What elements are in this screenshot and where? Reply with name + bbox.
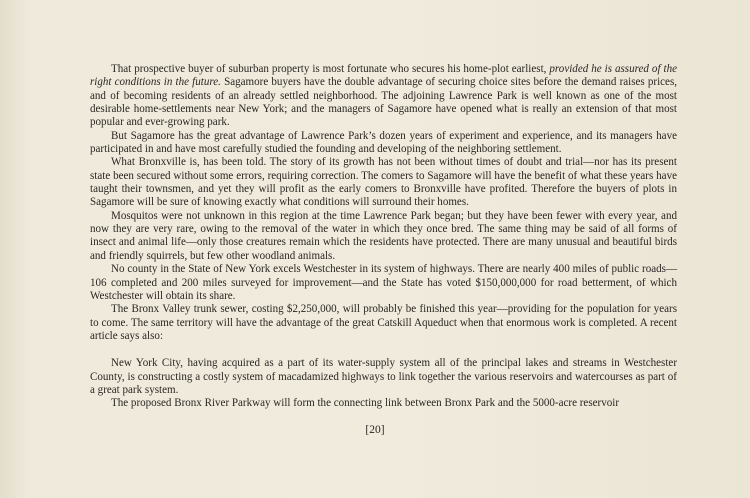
page-number: [20]	[365, 424, 385, 436]
paragraph-1: That prospective buyer of suburban property is most fortunate who secures his home-plot earliest, provided he is assured of the right conditions in the future. Sagamore buyers have the double advantage of securing choice sites before the demand raises prices, and of becoming residents of an already settled neighborhood. The adjoining Lawrence Park is well known as one of the most desirable home-settlements near New York; and the managers of Sagamore have opened what is really an extension of that most popular and ever-growing park.	[90, 63, 678, 129]
body-text	[90, 63, 677, 411]
paragraph-4: Mosquitos were not unknown in this region at the time Lawrence Park began; but they have been fewer with every year, and now they are very rare, owing to the removal of the water in which they once bred. The same thing may be said of all forms of insect and animal life—only those creatures remain which the residents have protected. There are many unusual and beautiful birds and friendly squirrels, but few other woodland animals.	[90, 209, 677, 262]
paragraph-6: The Bronx Valley trunk sewer, costing $2,250,000, will probably be finished this year—providing for the population for years to come. The same territory will have the advantage of the great Catskill Aqueduct when that enormous work is completed. A recent article says also:	[90, 303, 677, 342]
quoted-paragraph: New York City, having acquired as a part of its water-supply system all of the principal lakes and streams in Westchester County, is constructing a costly system of macadamized highways to link together the various reservoirs and watercourses as part of a great park system.	[90, 357, 677, 396]
paragraph-8: The proposed Bronx River Parkway will form the connecting link between Bronx Park and the 5000-acre reservoir	[111, 397, 620, 410]
paragraph-3: What Bronxville is, has been told. The story of its growth has not been without times of doubt and trial—nor has its present state been secured without some errors, requiring correction. The comers to Sagamore will have the benefit of what these years have taught their townsmen, and yet they will profit as the early comers to Bronxville have profited. Therefore the buyers of plots in Sagamore will be sure of knowing exactly what conditions will surround their homes.	[90, 156, 677, 209]
paragraph-5: No county in the State of New York excels Westchester in its system of highways. There are nearly 400 miles of public roads—106 completed and 200 miles surveyed for improvement—and the State has voted $150,000,000 for road betterment, of which Westchester will obtain its share.	[90, 263, 677, 302]
paragraph-2: But Sagamore has the great advantage of Lawrence Park’s dozen years of experiment and experience, and its managers have participated in and have most carefully studied the founding and developing of the neighboring settlement.	[90, 129, 677, 156]
emphasis: provided he is assured of the right conditions in the future.	[90, 63, 677, 89]
